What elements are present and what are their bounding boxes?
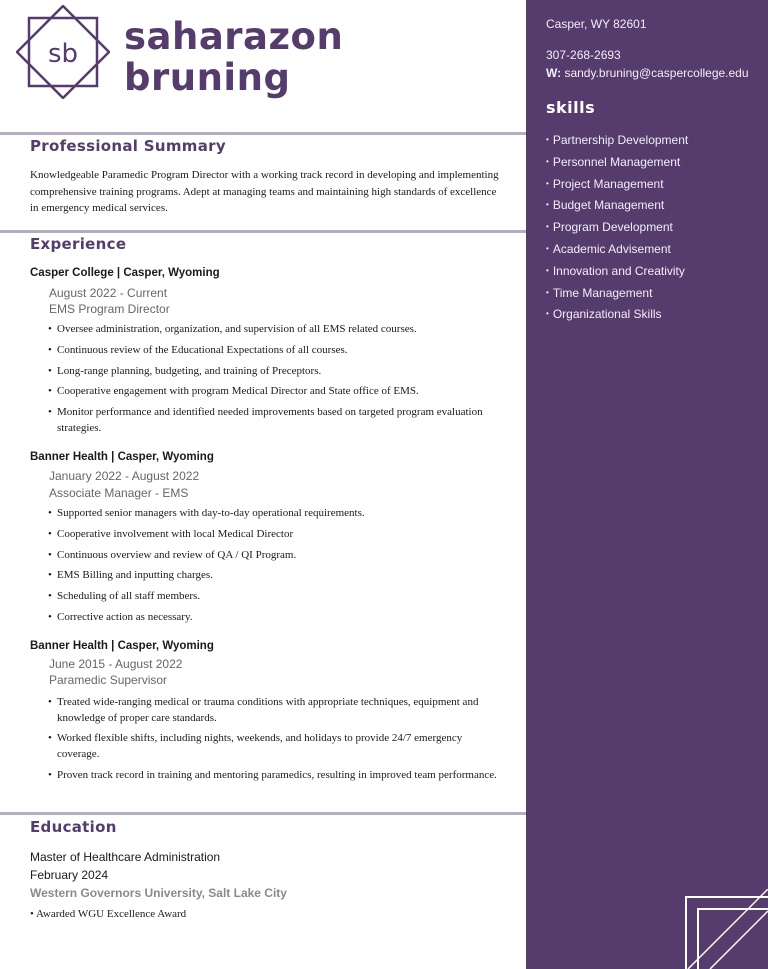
job-bullet-item: • Cooperative involvement with local Medical Director (48, 527, 500, 543)
skill-item (546, 132, 688, 154)
skill-label: Partnership Development (552, 133, 689, 147)
bullet-icon: • (546, 156, 549, 166)
job-bullet-item: • Oversee administration, organization, and supervision of all EMS related courses. (48, 322, 500, 338)
bullet-icon: • (546, 243, 549, 253)
job-3-bullets (48, 695, 500, 788)
experience-divider (0, 230, 526, 233)
corner-decoration-icon (678, 889, 768, 969)
job-3-dates: June 2015 - August 2022 (49, 657, 183, 671)
education-date: February 2024 (30, 868, 109, 882)
job-2-bullets (48, 506, 500, 631)
skill-label: Innovation and Creativity (552, 263, 685, 278)
bullet-icon: • (546, 135, 549, 144)
skill-label: Organizational Skills (552, 307, 662, 322)
job-1-role: EMS Program Director (49, 302, 170, 316)
job-bullet-item: • Cooperative engagement with program Medical Director and State office of EMS. (48, 384, 500, 400)
job-bullet-item: • Corrective action as necessary. (48, 610, 500, 626)
contact-sidebar (526, 0, 768, 969)
contact-email-row (546, 66, 749, 80)
education-school: Western Governors University, Salt Lake City (30, 886, 287, 900)
skills-heading: skills (546, 98, 596, 117)
monogram-logo (16, 5, 110, 99)
job-bullet-item: • EMS Billing and inputting charges. (48, 568, 500, 584)
summary-text: Knowledgeable Paramedic Program Director with a working track record in developing and implementing comprehensive training programs. Adept at managing teams and maintaining high standards of excellence in emergency medical services. (30, 169, 499, 214)
summary-divider (0, 132, 526, 135)
education-award: • Awarded WGU Excellence Award (30, 908, 187, 920)
skill-label: Project Management (552, 176, 664, 191)
skill-item (546, 285, 688, 307)
job-1-employer: Casper College | Casper, Wyoming (30, 267, 220, 279)
job-bullet-item: • Monitor performance and identified needed improvements based on targeted program evaluation strategies. (48, 405, 500, 436)
email-label: W: (546, 66, 562, 80)
bullet-icon: • (546, 200, 549, 210)
job-bullet-item: • Proven track record in training and mentoring paramedics, resulting in improved team performance. (48, 768, 500, 784)
job-3-role: Paramedic Supervisor (49, 673, 168, 687)
job-2-role: Associate Manager - EMS (49, 486, 189, 500)
contact-phone: 307-268-2693 (546, 48, 621, 62)
job-bullet-item: • Continuous overview and review of QA / QI Program. (48, 548, 500, 564)
bullet-icon: • (546, 178, 549, 188)
skill-item (546, 176, 688, 198)
skill-label: Time Management (552, 285, 653, 300)
skill-item (546, 197, 688, 219)
job-bullet-item: • Worked flexible shifts, including nights, weekends, and holidays to provide 24/7 emergency coverage. (48, 731, 500, 762)
job-1-bullets (48, 322, 500, 441)
skills-list (546, 132, 688, 328)
skill-item (546, 219, 688, 241)
last-name: bruning (124, 56, 291, 99)
job-bullet-item: • Supported senior managers with day-to-day operational requirements. (48, 506, 500, 522)
skill-label: Program Development (552, 220, 673, 235)
job-bullet-item: • Scheduling of all staff members. (48, 589, 500, 605)
skill-item (546, 263, 688, 285)
job-2-employer: Banner Health | Casper, Wyoming (30, 451, 214, 463)
job-3-employer: Banner Health | Casper, Wyoming (30, 640, 214, 652)
skill-item (546, 306, 688, 328)
skill-label: Personnel Management (552, 154, 681, 169)
first-name: saharazon (124, 15, 344, 58)
skill-label: Budget Management (552, 198, 665, 213)
bullet-icon: • (546, 309, 549, 319)
skill-label: Academic Advisement (552, 241, 671, 256)
bullet-icon: • (546, 265, 549, 275)
job-bullet-item: • Treated wide-ranging medical or trauma conditions with appropriate techniques, equipment and knowledge of proper care standards. (48, 695, 500, 726)
job-1-dates: August 2022 - Current (49, 286, 168, 300)
education-degree: Master of Healthcare Administration (30, 850, 221, 864)
summary-heading: Professional Summary (30, 137, 226, 155)
job-bullet-item: • Long-range planning, budgeting, and training of Preceptors. (48, 364, 500, 380)
bullet-icon: • (546, 222, 549, 232)
education-divider (0, 812, 526, 815)
skill-item (546, 154, 688, 176)
monogram-text: sb (47, 39, 79, 69)
education-heading: Education (30, 818, 117, 836)
bullet-icon: • (546, 287, 549, 297)
experience-heading: Experience (30, 235, 127, 253)
contact-email: sandy.bruning@caspercollege.edu (564, 66, 749, 80)
skill-item (546, 241, 688, 263)
education-award-text: Awarded WGU Excellence Award (36, 908, 187, 920)
job-2-dates: January 2022 - August 2022 (49, 469, 200, 483)
job-bullet-item: • Continuous review of the Educational Expectations of all courses. (48, 343, 500, 359)
contact-location: Casper, WY 82601 (546, 17, 647, 31)
